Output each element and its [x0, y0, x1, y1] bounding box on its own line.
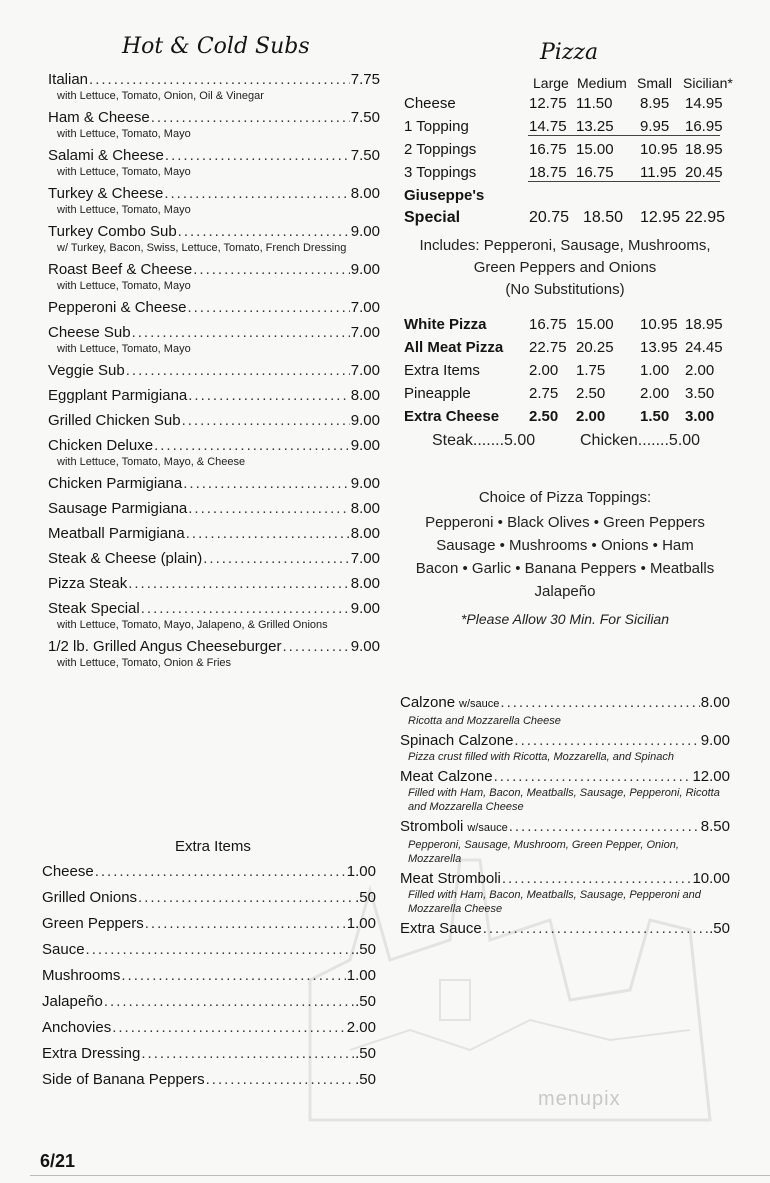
pizza-price: 1.75: [576, 362, 606, 379]
pizza-name: 2 Toppings: [404, 141, 477, 158]
item-price: 7.50: [350, 147, 380, 164]
dot-leader: [178, 222, 350, 241]
pizza-price: 16.75: [576, 164, 614, 181]
item-price: 10.00: [692, 870, 730, 887]
item-name: Veggie Sub: [48, 362, 125, 379]
item-price: 7.50: [350, 109, 380, 126]
pizza-price: 12.75: [529, 95, 567, 112]
pizza-price: 2.50: [529, 408, 559, 425]
size-small: Small: [637, 75, 673, 91]
pizza-price: 18.95: [685, 316, 723, 333]
menu-row: [48, 298, 380, 317]
sub-item: [48, 361, 380, 380]
item-name: Turkey Combo Sub: [48, 223, 177, 240]
menu-row: [48, 146, 380, 165]
menu-row: [42, 1070, 376, 1089]
dot-leader: [132, 323, 350, 342]
menu-row: [42, 992, 376, 1011]
menu-row: [42, 862, 376, 881]
size-large: Large: [533, 75, 569, 91]
pizza-price: 15.00: [576, 316, 614, 333]
sub-item: [48, 108, 380, 141]
dot-leader: [165, 146, 350, 165]
page-number: 6/21: [40, 1151, 76, 1171]
sub-item: [48, 599, 380, 632]
item-name: Turkey & Cheese: [48, 185, 164, 202]
item-name: Meat Calzone: [400, 768, 493, 785]
sub-item: [48, 436, 380, 469]
pizza-title: Pizza: [540, 40, 599, 65]
item-price: 9.00: [350, 223, 380, 240]
menu-row: [48, 524, 380, 543]
calzone-list: [400, 693, 730, 941]
item-name: Grilled Onions: [42, 889, 138, 906]
item-description: and Mozzarella Cheese: [408, 801, 524, 813]
sub-item: [48, 386, 380, 405]
sub-item: [48, 549, 380, 568]
sicilian-note: *Please Allow 30 Min. For Sicilian: [460, 611, 669, 627]
pizza-price: 10.95: [640, 316, 678, 333]
sub-item: [48, 260, 380, 293]
size-sicilian: Sicilian*: [683, 75, 733, 91]
dot-leader: [95, 862, 346, 881]
item-price: 8.00: [350, 387, 380, 404]
dot-leader: [86, 940, 355, 959]
dot-leader: [514, 731, 699, 750]
item-description: with Lettuce, Tomato, Mayo: [57, 343, 191, 355]
size-medium: Medium: [577, 75, 627, 91]
menu-row: [48, 184, 380, 203]
pizza-row: [404, 316, 734, 338]
calzone-item: [400, 693, 730, 728]
pizza-price: 11.50: [576, 95, 613, 112]
toppings-line: Bacon • Garlic • Banana Peppers • Meatballs: [415, 560, 715, 577]
menu-row: [48, 411, 380, 430]
item-name: Anchovies: [42, 1019, 112, 1036]
dot-leader: [500, 693, 699, 712]
watermark-text: menupix: [538, 1088, 621, 1110]
pizza-row: [404, 362, 734, 384]
item-price: 2.00: [346, 1019, 376, 1036]
dot-leader: [206, 1070, 355, 1089]
item-description: Filled with Ham, Bacon, Meatballs, Sausage, Pepperoni, Ricotta: [408, 787, 720, 799]
item-price: 7.75: [350, 71, 380, 88]
menu-row: [400, 731, 730, 750]
item-description: Pizza crust filled with Ricotta, Mozzarella, and Spinach: [408, 751, 674, 763]
item-price: 9.00: [350, 638, 380, 655]
dot-leader: [141, 599, 350, 618]
sub-item: [48, 323, 380, 356]
pizza-price: 13.25: [576, 118, 614, 135]
item-name: Extra Sauce: [400, 920, 482, 937]
steak-addon: Steak.......5.00: [432, 432, 536, 449]
pizza-name: 3 Toppings: [404, 164, 477, 181]
sub-item: [48, 474, 380, 493]
pizza-row: [404, 385, 734, 407]
pizza-name: Extra Cheese: [404, 408, 500, 425]
menu-row: [400, 693, 730, 714]
pizza-row-special-prices: [404, 209, 734, 231]
item-price: 7.00: [350, 362, 380, 379]
dot-leader: [483, 919, 708, 938]
dot-leader: [188, 386, 350, 405]
item-name: Ham & Cheese: [48, 109, 150, 126]
item-price: 7.00: [350, 550, 380, 567]
menu-row: [48, 70, 380, 89]
item-name: Eggplant Parmigiana: [48, 387, 188, 404]
extras-title: Extra Items: [175, 838, 251, 855]
dot-leader: [183, 474, 350, 493]
sub-item: [48, 222, 380, 255]
dot-leader: [138, 888, 354, 907]
pizza-row: [404, 408, 734, 430]
sub-item: [48, 184, 380, 217]
pizza-price: 8.95: [640, 95, 670, 112]
calzone-item: [400, 919, 730, 938]
pizza-row: [404, 339, 734, 361]
special-name-line1: Giuseppe's: [404, 187, 485, 204]
toppings-title: Choice of Pizza Toppings:: [478, 489, 652, 506]
includes-line2: Green Peppers and Onions: [473, 259, 657, 276]
item-description: with Lettuce, Tomato, Mayo: [57, 166, 191, 178]
dot-leader: [509, 817, 700, 836]
pizza-name: 1 Topping: [404, 118, 469, 135]
item-name: Salami & Cheese: [48, 147, 164, 164]
calzone-item: [400, 767, 730, 814]
item-name: 1/2 lb. Grilled Angus Cheeseburger: [48, 638, 282, 655]
item-price: 9.00: [350, 437, 380, 454]
item-price: 9.00: [350, 600, 380, 617]
includes-line1: Includes: Pepperoni, Sausage, Mushrooms,: [419, 237, 711, 254]
pizza-price: 2.00: [640, 385, 670, 402]
item-name: Spinach Calzone: [400, 732, 514, 749]
item-name: Roast Beef & Cheese: [48, 261, 193, 278]
item-name: Mushrooms: [42, 967, 121, 984]
pizza-price: 13.95: [640, 339, 678, 356]
menu-row: [48, 474, 380, 493]
item-price: 7.00: [350, 324, 380, 341]
pizza-price: 2.00: [685, 362, 715, 379]
item-name: Stromboli: [400, 818, 464, 835]
item-price: 9.00: [350, 475, 380, 492]
item-price: 8.00: [700, 694, 730, 711]
item-name: Pizza Steak: [48, 575, 128, 592]
item-name: Cheese: [42, 863, 94, 880]
sub-item: [48, 298, 380, 317]
item-price: 8.00: [350, 500, 380, 517]
item-name: Chicken Deluxe: [48, 437, 154, 454]
pizza-price: 18.75: [529, 164, 567, 181]
menu-row: [400, 817, 730, 838]
menu-row: [48, 637, 380, 656]
includes-line3: (No Substitutions): [505, 281, 625, 298]
sub-item: [48, 499, 380, 518]
item-name: Side of Banana Peppers: [42, 1071, 205, 1088]
pizza-name: Cheese: [404, 95, 456, 112]
dot-leader: [126, 361, 350, 380]
dot-leader: [193, 260, 350, 279]
pizza-price: 15.00: [576, 141, 614, 158]
menu-row: [400, 919, 730, 938]
item-price: 1.00: [346, 863, 376, 880]
dot-leader: [141, 1044, 354, 1063]
item-name: Italian: [48, 71, 89, 88]
sub-item: [48, 574, 380, 593]
item-name: Sausage Parmigiana: [48, 500, 188, 517]
item-name: Chicken Parmigiana: [48, 475, 183, 492]
sub-item: [48, 411, 380, 430]
dot-leader: [121, 966, 345, 985]
calzone-item: [400, 869, 730, 916]
sub-item: [48, 637, 380, 670]
dot-leader: [494, 767, 692, 786]
item-suffix: w/sauce: [459, 698, 500, 710]
menu-row: [48, 436, 380, 455]
item-name: Meatball Parmigiana: [48, 525, 185, 542]
toppings-list: [400, 511, 730, 603]
pizza-name: Pineapple: [404, 385, 471, 402]
menu-row: [400, 767, 730, 786]
item-price: 9.00: [700, 732, 730, 749]
item-price: .50: [355, 941, 376, 958]
dot-leader: [104, 992, 354, 1011]
item-name: Grilled Chicken Sub: [48, 412, 181, 429]
pizza-price: 2.75: [529, 385, 559, 402]
pizza-price: 24.45: [685, 339, 723, 356]
item-description: with Lettuce, Tomato, Mayo, Jalapeno, & Grilled Onions: [57, 619, 328, 631]
pizza-name: Extra Items: [404, 362, 480, 379]
item-price: 8.00: [350, 525, 380, 542]
dot-leader: [151, 108, 350, 127]
pizza-price: 2.50: [576, 385, 606, 402]
item-price: .50: [355, 1071, 376, 1088]
pizza-price: 1.50: [640, 408, 670, 425]
item-name: Sauce: [42, 941, 85, 958]
item-price: .50: [355, 889, 376, 906]
pizza-price: 16.75: [529, 316, 567, 333]
menu-row: [42, 914, 376, 933]
item-description: with Lettuce, Tomato, Mayo: [57, 280, 191, 292]
dot-leader: [203, 549, 350, 568]
special-name-line2: Special: [404, 209, 461, 226]
pizza-row: [404, 95, 734, 117]
item-name: Calzone: [400, 694, 456, 711]
item-description: Filled with Ham, Bacon, Meatballs, Sausage, Pepperoni and: [408, 889, 701, 901]
pizza-name: White Pizza: [404, 316, 487, 333]
footer-rule: [30, 1175, 770, 1176]
menu-row: [48, 361, 380, 380]
item-name: Green Peppers: [42, 915, 144, 932]
item-price: 1.00: [346, 967, 376, 984]
menu-row: [400, 869, 730, 888]
dot-leader: [145, 914, 346, 933]
pizza-row: [404, 164, 734, 186]
menu-row: [48, 574, 380, 593]
item-name: Jalapeño: [42, 993, 103, 1010]
calzone-item: [400, 817, 730, 866]
item-description: Mozzarella: [408, 853, 462, 865]
pizza-price: 2.00: [529, 362, 559, 379]
menu-row: [48, 260, 380, 279]
pizza-price: 18.95: [685, 141, 723, 158]
item-price: 12.00: [692, 768, 730, 785]
menu-row: [48, 108, 380, 127]
dot-leader: [154, 436, 350, 455]
menu-row: [42, 1044, 376, 1063]
pizza-price: 14.95: [685, 95, 723, 112]
item-price: 8.00: [350, 185, 380, 202]
menu-row: [42, 1018, 376, 1037]
subs-title: Hot & Cold Subs: [122, 34, 310, 59]
pizza-price: 22.75: [529, 339, 567, 356]
item-description: with Lettuce, Tomato, Mayo: [57, 204, 191, 216]
item-price: 8.50: [700, 818, 730, 835]
dot-leader: [282, 637, 349, 656]
toppings-line: Pepperoni • Black Olives • Green Peppers: [425, 514, 705, 531]
item-name: Extra Dressing: [42, 1045, 141, 1062]
pizza-price: 20.25: [576, 339, 614, 356]
item-price: .50: [355, 993, 376, 1010]
item-price: 9.00: [350, 412, 380, 429]
item-price: .50: [355, 1045, 376, 1062]
menu-row: [48, 599, 380, 618]
menu-row: [48, 222, 380, 241]
pizza-price: 14.75: [529, 118, 567, 135]
dot-leader: [186, 524, 350, 543]
pizza-price: 2.00: [576, 408, 606, 425]
item-description: Ricotta and Mozzarella Cheese: [408, 715, 561, 727]
subs-list: [48, 70, 380, 675]
dot-leader: [112, 1018, 346, 1037]
menu-row: [42, 888, 376, 907]
price-sicilian: 22.95: [685, 209, 726, 226]
item-suffix: w/sauce: [467, 822, 508, 834]
item-name: Steak Special: [48, 600, 140, 617]
pizza-price: 10.95: [640, 141, 678, 158]
item-description: Pepperoni, Sausage, Mushroom, Green Pepper, Onion,: [408, 839, 679, 851]
menu-row: [48, 323, 380, 342]
item-name: Steak & Cheese (plain): [48, 550, 203, 567]
pizza-price: 11.95: [640, 164, 677, 181]
dot-leader: [502, 869, 692, 888]
pizza-price: 16.75: [529, 141, 567, 158]
item-price: .50: [709, 920, 730, 937]
item-price: 7.00: [350, 299, 380, 316]
pizza-price: 16.95: [685, 118, 723, 135]
item-description: with Lettuce, Tomato, Onion & Fries: [57, 657, 232, 669]
pizza-row-special: [404, 187, 734, 209]
pizza-name: All Meat Pizza: [404, 339, 504, 356]
item-description: with Lettuce, Tomato, Mayo, & Cheese: [57, 456, 246, 468]
chicken-addon: Chicken.......5.00: [580, 432, 701, 449]
price-small: 12.95: [640, 209, 681, 226]
item-name: Cheese Sub: [48, 324, 131, 341]
pizza-price: 9.95: [640, 118, 670, 135]
item-description: with Lettuce, Tomato, Onion, Oil & Vinegar: [57, 90, 264, 102]
sub-item: [48, 146, 380, 179]
menu-row: [48, 549, 380, 568]
dot-leader: [182, 411, 350, 430]
dot-leader: [128, 574, 350, 593]
item-name: Meat Stromboli: [400, 870, 501, 887]
pizza-price: 3.50: [685, 385, 715, 402]
item-description: Mozzarella Cheese: [408, 903, 503, 915]
item-description: w/ Turkey, Bacon, Swiss, Lettuce, Tomato, French Dressing: [57, 242, 347, 254]
item-price: 9.00: [350, 261, 380, 278]
calzone-item: [400, 731, 730, 764]
price-large: 20.75: [529, 209, 570, 226]
dot-leader: [187, 298, 349, 317]
item-name: Pepperoni & Cheese: [48, 299, 187, 316]
menu-row: [42, 966, 376, 985]
item-description: with Lettuce, Tomato, Mayo: [57, 128, 191, 140]
dot-leader: [164, 184, 349, 203]
item-price: 8.00: [350, 575, 380, 592]
sub-item: [48, 70, 380, 103]
pizza-row: [404, 118, 734, 140]
table-rule: [528, 135, 720, 136]
item-price: 1.00: [346, 915, 376, 932]
pizza-price: 20.45: [685, 164, 723, 181]
price-medium: 18.50: [583, 209, 624, 226]
table-rule: [528, 181, 720, 182]
menu-row: [48, 386, 380, 405]
dot-leader: [188, 499, 350, 518]
dot-leader: [89, 70, 350, 89]
sub-item: [48, 524, 380, 543]
menu-row: [48, 499, 380, 518]
menu-row: [42, 940, 376, 959]
toppings-line: Sausage • Mushrooms • Onions • Ham: [436, 537, 694, 554]
extras-list: [42, 862, 376, 1096]
pizza-row: [404, 141, 734, 163]
toppings-line: Jalapeño: [534, 583, 596, 600]
pizza-price: 1.00: [640, 362, 670, 379]
pizza-price: 3.00: [685, 408, 715, 425]
